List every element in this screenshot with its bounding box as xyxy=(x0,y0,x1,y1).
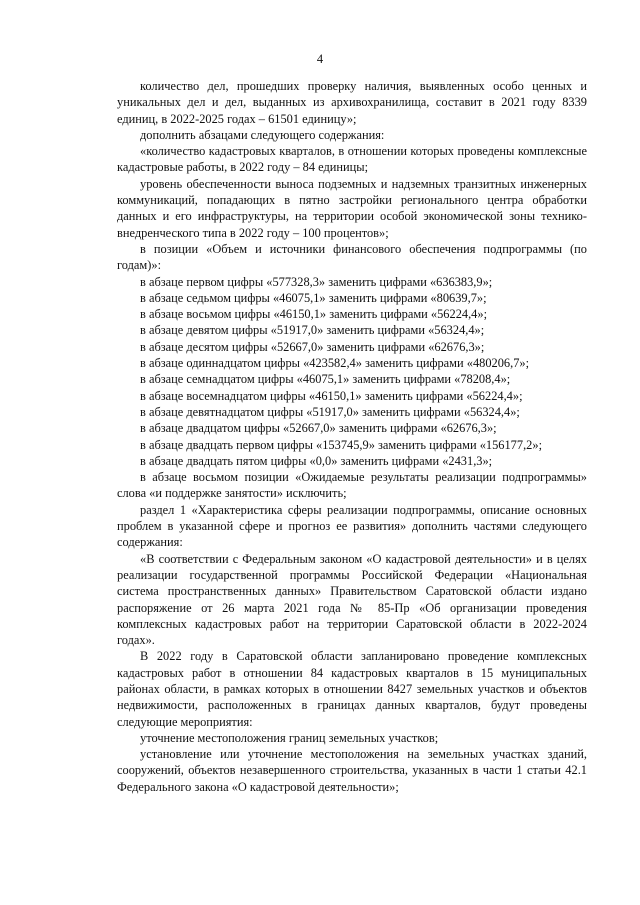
list-item: в абзаце двадцатом цифры «52667,0» заменить цифрами «62676,3»; xyxy=(140,421,497,436)
paragraph: в позиции «Объем и источники финансового обеспечения подпрограммы (по годам)»: xyxy=(117,241,587,273)
paragraph: В 2022 году в Саратовской области запланировано проведение комплексных кадастровых работ в отношении 84 кадастровых кварталов в 15 муниципальных районах области, в рамках которых в отношении 8427 земельных участков и объектов недвижимости, расположенных в границах данных кварталов, будут проведены следующие мероприятия: xyxy=(117,649,587,729)
paragraph: уточнение местоположения границ земельных участков; xyxy=(140,730,439,745)
paragraph: установление или уточнение местоположения на земельных участках зданий, сооружений, объектов незавершенного строительства, указанных в части 1 статьи 42.1 Федерального закона «О кадастровой деятельности»; xyxy=(117,747,587,794)
page-number: 4 xyxy=(316,52,324,66)
list-item: в абзаце девятом цифры «51917,0» заменить цифрами «56324,4»; xyxy=(140,323,485,338)
paragraph: в абзаце восьмом позиции «Ожидаемые результаты реализации подпрограммы» слова «и поддержке занятости» исключить; xyxy=(117,470,587,501)
paragraph: количество дел, прошедших проверку наличия, выявленных особо ценных и уникальных дел и дел, выданных из архивохранилища, составит в 2021 году 8339 единиц, в 2022-2025 годах – 61501 единицу»; xyxy=(117,79,587,126)
list-item: в абзаце одиннадцатом цифры «423582,4» заменить цифрами «480206,7»; xyxy=(140,356,530,371)
document-body xyxy=(117,78,587,795)
list-item: в абзаце первом цифры «577328,3» заменить цифрами «636383,9»; xyxy=(140,274,493,289)
paragraph: «количество кадастровых кварталов, в отношении которых проведены комплексные кадастровые работы, в 2022 году – 84 единицы; xyxy=(117,144,587,175)
paragraph: «В соответствии с Федеральным законом «О кадастровой деятельности» и в целях реализации государственной программы Российской Федерации «Национальная система пространственных данных» Правительством Саратовской области издано распоряжение от 26 марта 2021 года № 85-Пр «Об организации проведения комплексных кадастровых работ на территории Саратовской области в 2022-2024 годах». xyxy=(117,551,587,648)
list-item: в абзаце девятнадцатом цифры «51917,0» заменить цифрами «56324,4»; xyxy=(140,404,520,419)
list-item: в абзаце восьмом цифры «46150,1» заменить цифрами «56224,4»; xyxy=(140,307,488,322)
paragraph: раздел 1 «Характеристика сферы реализации подпрограммы, описание основных проблем в указанной сфере и прогноз ее развития» дополнить частями следующего содержания: xyxy=(117,502,587,550)
list-item: в абзаце седьмом цифры «46075,1» заменить цифрами «80639,7»; xyxy=(140,290,487,305)
list-item: в абзаце двадцать первом цифры «153745,9» заменить цифрами «156177,2»; xyxy=(140,437,543,452)
list-item: в абзаце восемнадцатом цифры «46150,1» заменить цифрами «56224,4»; xyxy=(140,388,523,403)
paragraph: уровень обеспеченности выноса подземных и надземных транзитных инженерных коммуникаций, попадающих в пятно застройки регионального центра обработки данных и его инфраструктуры, на территории особой экономической зоны технико-внедренческого типа в 2022 году – 100 процентов»; xyxy=(117,176,587,240)
paragraph: дополнить абзацами следующего содержания: xyxy=(140,127,385,142)
list-item: в абзаце десятом цифры «52667,0» заменить цифрами «62676,3»; xyxy=(140,339,485,354)
list-item: в абзаце семнадцатом цифры «46075,1» заменить цифрами «78208,4»; xyxy=(140,372,511,387)
list-item: в абзаце двадцать пятом цифры «0,0» заменить цифрами «2431,3»; xyxy=(140,453,493,468)
